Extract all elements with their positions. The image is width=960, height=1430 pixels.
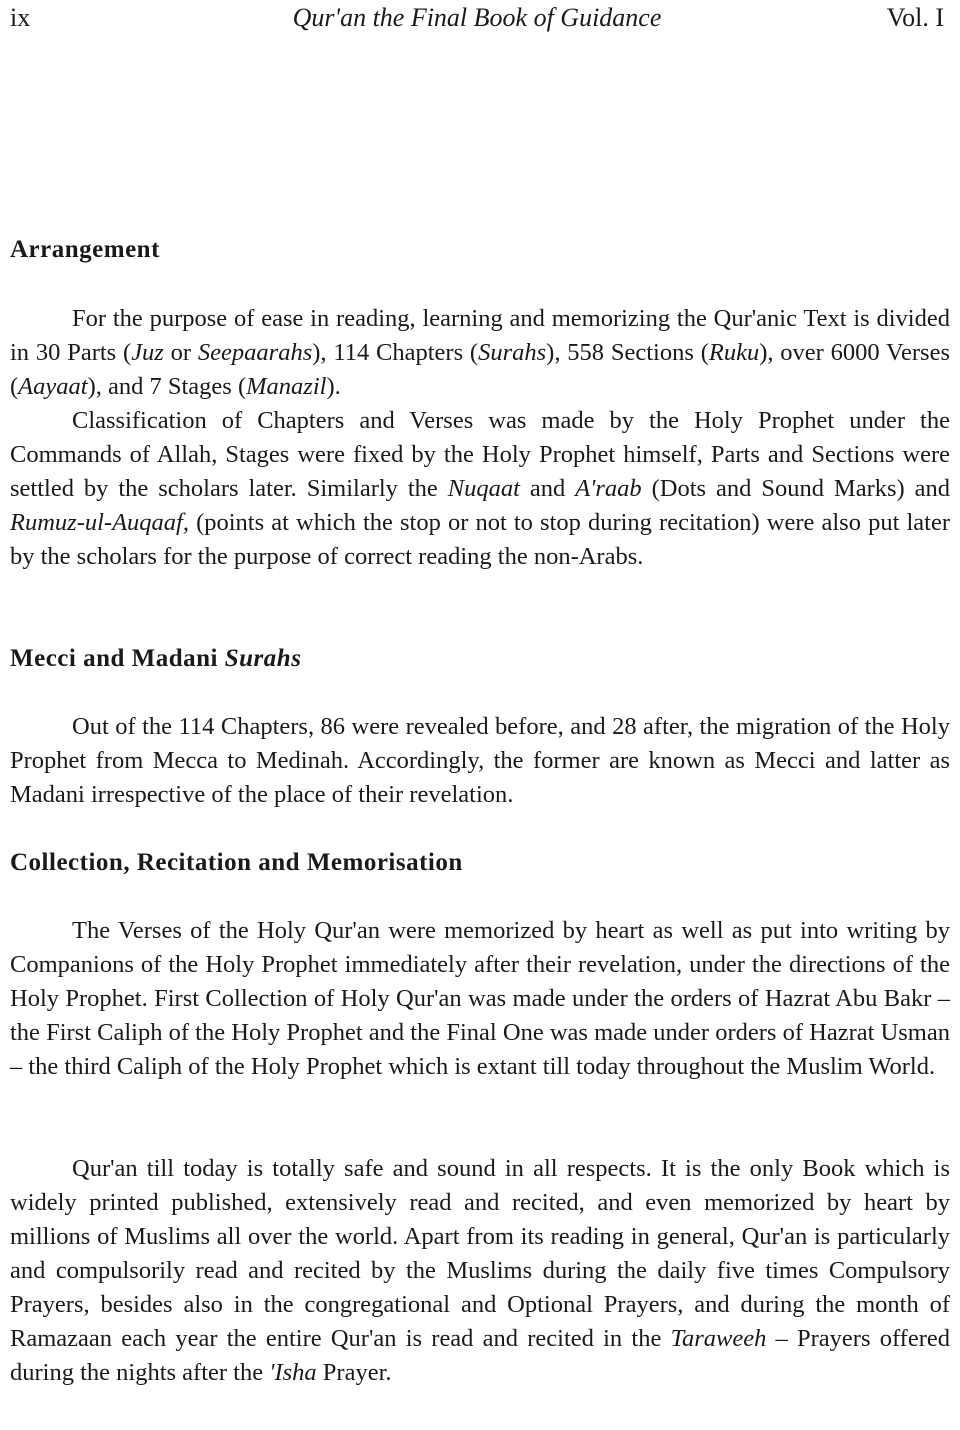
heading-text: Collection, Recitation and Memorisation [10, 849, 463, 876]
running-header [10, 0, 944, 36]
italic-term: Taraweeh [670, 1325, 767, 1352]
italic-term: Manazil [246, 373, 327, 400]
paragraph: Classification of Chapters and Verses was made by the Holy Prophet under the Commands of Allah, Stages were fixed by the Holy Prophet himself, Parts and Sections were settled by the scholars later. Similarly the Nuqaat and A'raab (Dots and Sound Marks) and Rumuz-ul-Auqaaf, (points at which the stop or not to stop during recitation) were also put later by the scholars for the purpose of correct reading the non-Arabs. [10, 407, 951, 570]
page-number: ix [10, 3, 31, 32]
paragraph: For the purpose of ease in reading, learning and memorizing the Qur'anic Text is divided in 30 Parts (Juz or Seepaarahs), 114 Chapters (Surahs), 558 Sections (Ruku), over 6000 Verses (Aayaat), and 7 Stages (Manazil). [10, 305, 950, 400]
italic-term: Seepaarahs [197, 339, 313, 366]
heading-arrangement [10, 233, 160, 267]
italic-term: Aayaat [18, 373, 88, 400]
italic-term: Rumuz-ul-Auqaaf, [10, 509, 189, 536]
heading-collection [10, 846, 463, 880]
italic-term: Surahs [478, 339, 547, 366]
italic-term: A'raab [575, 475, 642, 502]
heading-text: Mecci and Madani [10, 645, 218, 672]
heading-text: Arrangement [10, 236, 160, 263]
paragraph: Out of the 114 Chapters, 86 were revealed before, and 28 after, the migration of the Holy Prophet from Mecca to Medinah. Accordingly, the former are known as Mecci and latter as Madani irrespective of the place of their revelation. [10, 713, 950, 808]
paragraph: Qur'an till today is totally safe and sound in all respects. It is the only Book which is widely printed published, extensively read and recited, and even memorized by heart by millions of Muslims all over the world. Apart from its reading in general, Qur'an is particularly and compulsorily read and recited by the Muslims during the daily five times Compulsory Prayers, besides also in the congregational and Optional Prayers, and during the month of Ramazaan each year the entire Qur'an is read and recited in the Taraweeh – Prayers offered during the nights after the 'Isha Prayer. [10, 1155, 950, 1386]
heading-italic-text: Surahs [224, 645, 302, 672]
volume-label: Vol. I [886, 3, 944, 32]
italic-term: Ruku [708, 339, 760, 366]
italic-term: Juz [131, 339, 164, 366]
italic-term: Nuqaat [447, 475, 520, 502]
italic-term: 'Isha [269, 1359, 317, 1386]
paragraph: The Verses of the Holy Qur'an were memorized by heart as well as put into writing by Companions of the Holy Prophet immediately after their revelation, under the directions of the Holy Prophet. First Collection of Holy Qur'an was made under the orders of Hazrat Abu Bakr – the First Caliph of the Holy Prophet and the Final One was made under orders of Hazrat Usman – the third Caliph of the Holy Prophet which is extant till today throughout the Muslim World. [10, 917, 950, 1080]
book-title: Qur'an the Final Book of Guidance [292, 3, 662, 32]
heading-mecci-madani [10, 642, 301, 676]
